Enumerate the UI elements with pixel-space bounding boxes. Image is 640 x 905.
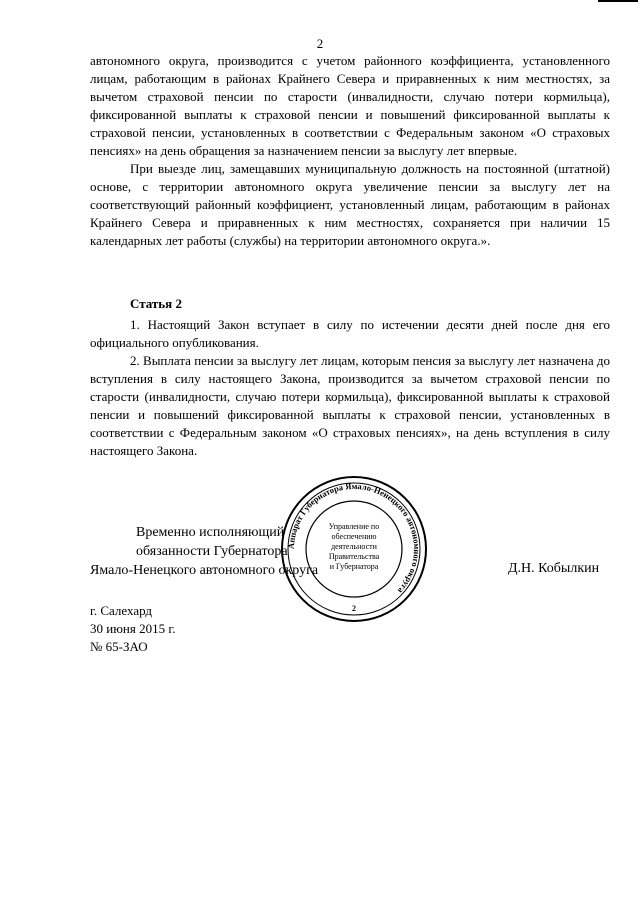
footer-date: 30 июня 2015 г. — [90, 621, 176, 636]
footer-law-number: № 65-ЗАО — [90, 639, 148, 654]
seal-inner-line-5: и Губернатора — [329, 562, 379, 571]
seal-inner-line-2: обеспечению — [331, 532, 377, 541]
page-number: 2 — [316, 36, 324, 51]
signature-title-line3: Ямало-Ненецкого автономного округа — [90, 563, 319, 578]
article-item-1: 1. Настоящий Закон вступает в силу по истечении десяти дней после дня его официального опубликования. — [90, 317, 610, 350]
signatory-name: Д.Н. Кобылкин — [508, 561, 600, 576]
seal-outer-text: Аппарат Губернатора Ямало-Ненецкого автономного округа — [285, 480, 423, 596]
document-footer — [90, 602, 175, 656]
seal-number: 2 — [352, 604, 356, 613]
seal-inner-line-3: деятельности — [331, 542, 377, 551]
article-heading: Статья 2 — [130, 296, 182, 311]
seal-inner-line-4: Правительства — [328, 552, 380, 561]
signature-title-line1: Временно исполняющий — [136, 525, 285, 540]
footer-city: г. Салехард — [90, 603, 153, 618]
paragraph-block-top — [90, 52, 610, 250]
article-body — [90, 316, 610, 460]
paragraph-departure: При выезде лиц, замещавших муниципальную должность на постоянной (штатной) основе, с территории автономного округа увеличение пенсии за выслугу лет на соответствующий районный коэффициент, установленный лицам, работающим в районах Крайнего Севера и приравненных к ним местностях, сохраняется при наличии 15 календарных лет работы (службы) на территории автономного округа.». — [90, 161, 610, 248]
corner-mark — [598, 0, 638, 2]
article-item-2: 2. Выплата пенсии за выслугу лет лицам, которым пенсия за выслугу лет назначена до вступления в силу настоящего Закона, производится за вычетом страховой пенсии по старости (инвалидности, случаю потери кормильца), фиксированной выплаты к страховой пенсии и повышений фиксированной выплаты к страховой пенсии, установленных в соответствии с Федеральным законом «О страховых пенсиях», на день вступления в силу настоящего Закона. — [90, 353, 610, 458]
seal-inner-line-1: Управление по — [328, 522, 380, 531]
paragraph-continuation: автономного округа, производится с учетом районного коэффициента, установленного лицам, работающим в районах Крайнего Севера и приравненных к ним местностях, за вычетом страховой пенсии по старости (инвалидности, случаю потери кормильца), фиксированной выплаты к страховой пенсии и повышений фиксированной выплаты к страховой пенсии, установленных в соответствии с Федеральным законом «О страховых пенсиях» на день обращения за назначением пенсии за выслугу лет впервые. — [90, 53, 610, 158]
official-seal — [280, 475, 428, 623]
signature-title-line2: обязанности Губернатора — [136, 544, 288, 559]
